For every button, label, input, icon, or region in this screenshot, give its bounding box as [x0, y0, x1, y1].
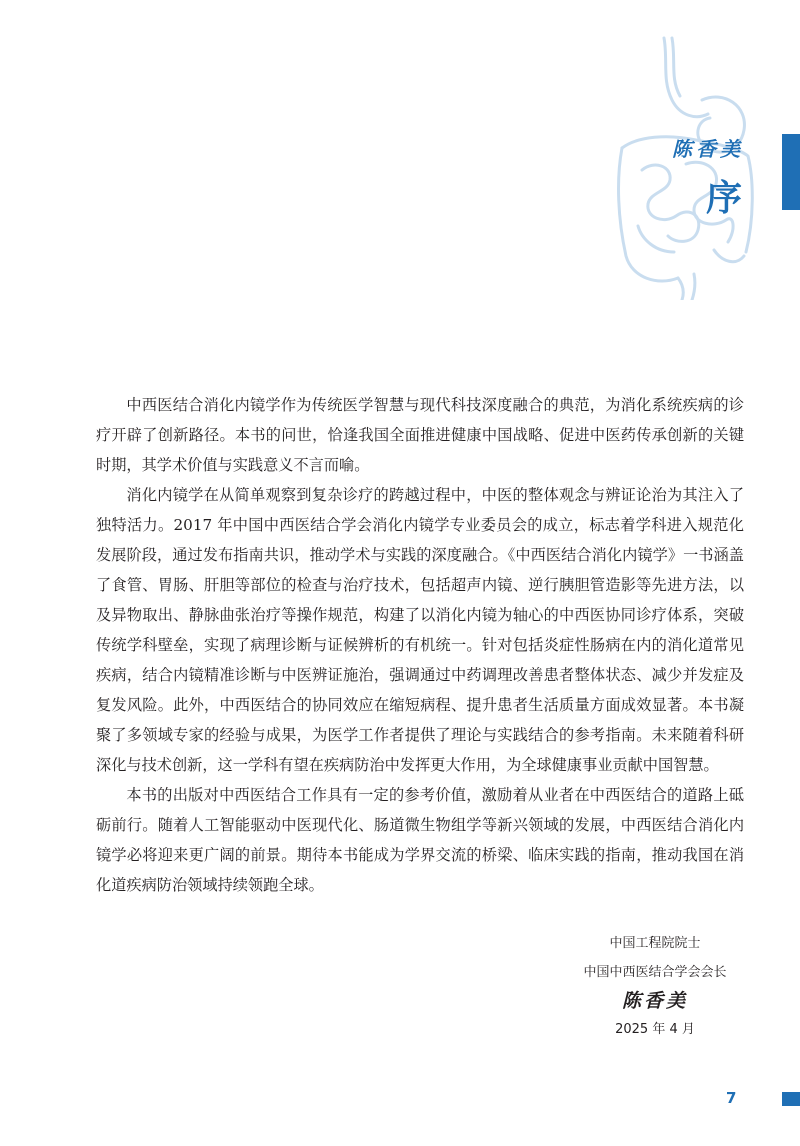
chapter-tab-marker [782, 134, 800, 210]
signature-affiliation: 中国中西医结合学会会长 [583, 965, 727, 980]
signature-name: 陈香美 [621, 990, 688, 1012]
intestine-illustration-icon [598, 30, 768, 300]
page-number-marker [782, 1092, 800, 1106]
header-author: 陈香美 [672, 137, 744, 161]
page-number: 7 [726, 1089, 737, 1107]
signature-date: 2025 年 4 月 [615, 1022, 695, 1037]
signature-title: 中国工程院院士 [609, 936, 701, 951]
page-title: 序 [706, 177, 743, 219]
paragraph-3: 本书的出版对中西医结合工作具有一定的参考价值，激励着从业者在中西医结合的道路上砥砺前行。随着人工智能驱动中医现代化、肠道微生物组学等新兴领域的发展，中西医结合消化内镜学必将迎来更广阔的前景。期待本书能成为学界交流的桥梁、临床实践的指南，推动我国在消化道疾病防治领域持续领跑全球。 [96, 786, 744, 894]
paragraph-2: 消化内镜学在从简单观察到复杂诊疗的跨越过程中，中医的整体观念与辨证论治为其注入了独特活力。2017 年中国中西医结合学会消化内镜学专业委员会的成立，标志着学科进入规范化发展阶段，通过发布指南共识，推动学术与实践的深度融合。《中西医结合消化内镜学》一书涵盖了食管、胃肠、肝胆等部位的检查与治疗技术，包括超声内镜、逆行胰胆管造影等先进方法，以及异物取出、静脉曲张治疗等操作规范，构建了以消化内镜为轴心的中西医协同诊疗体系，突破传统学科壁垒，实现了病理诊断与证候辨析的有机统一。针对包括炎症性肠病在内的消化道常见疾病，结合内镜精准诊断与中医辨证施治，强调通过中药调理改善患者整体状态、减少并发症及复发风险。此外，中西医结合的协同效应在缩短病程、提升患者生活质量方面成效显著。本书凝聚了多领域专家的经验与成果，为医学工作者提供了理论与实践结合的参考指南。未来随着科研深化与技术创新，这一学科有望在疾病防治中发挥更大作用，为全球健康事业贡献中国智慧。 [96, 486, 744, 774]
paragraph-1: 中西医结合消化内镜学作为传统医学智慧与现代科技深度融合的典范，为消化系统疾病的诊疗开辟了创新路径。本书的问世，恰逢我国全面推进健康中国战略、促进中医药传承创新的关键时期，其学术价值与实践意义不言而喻。 [96, 396, 744, 474]
preface-body [96, 390, 744, 900]
